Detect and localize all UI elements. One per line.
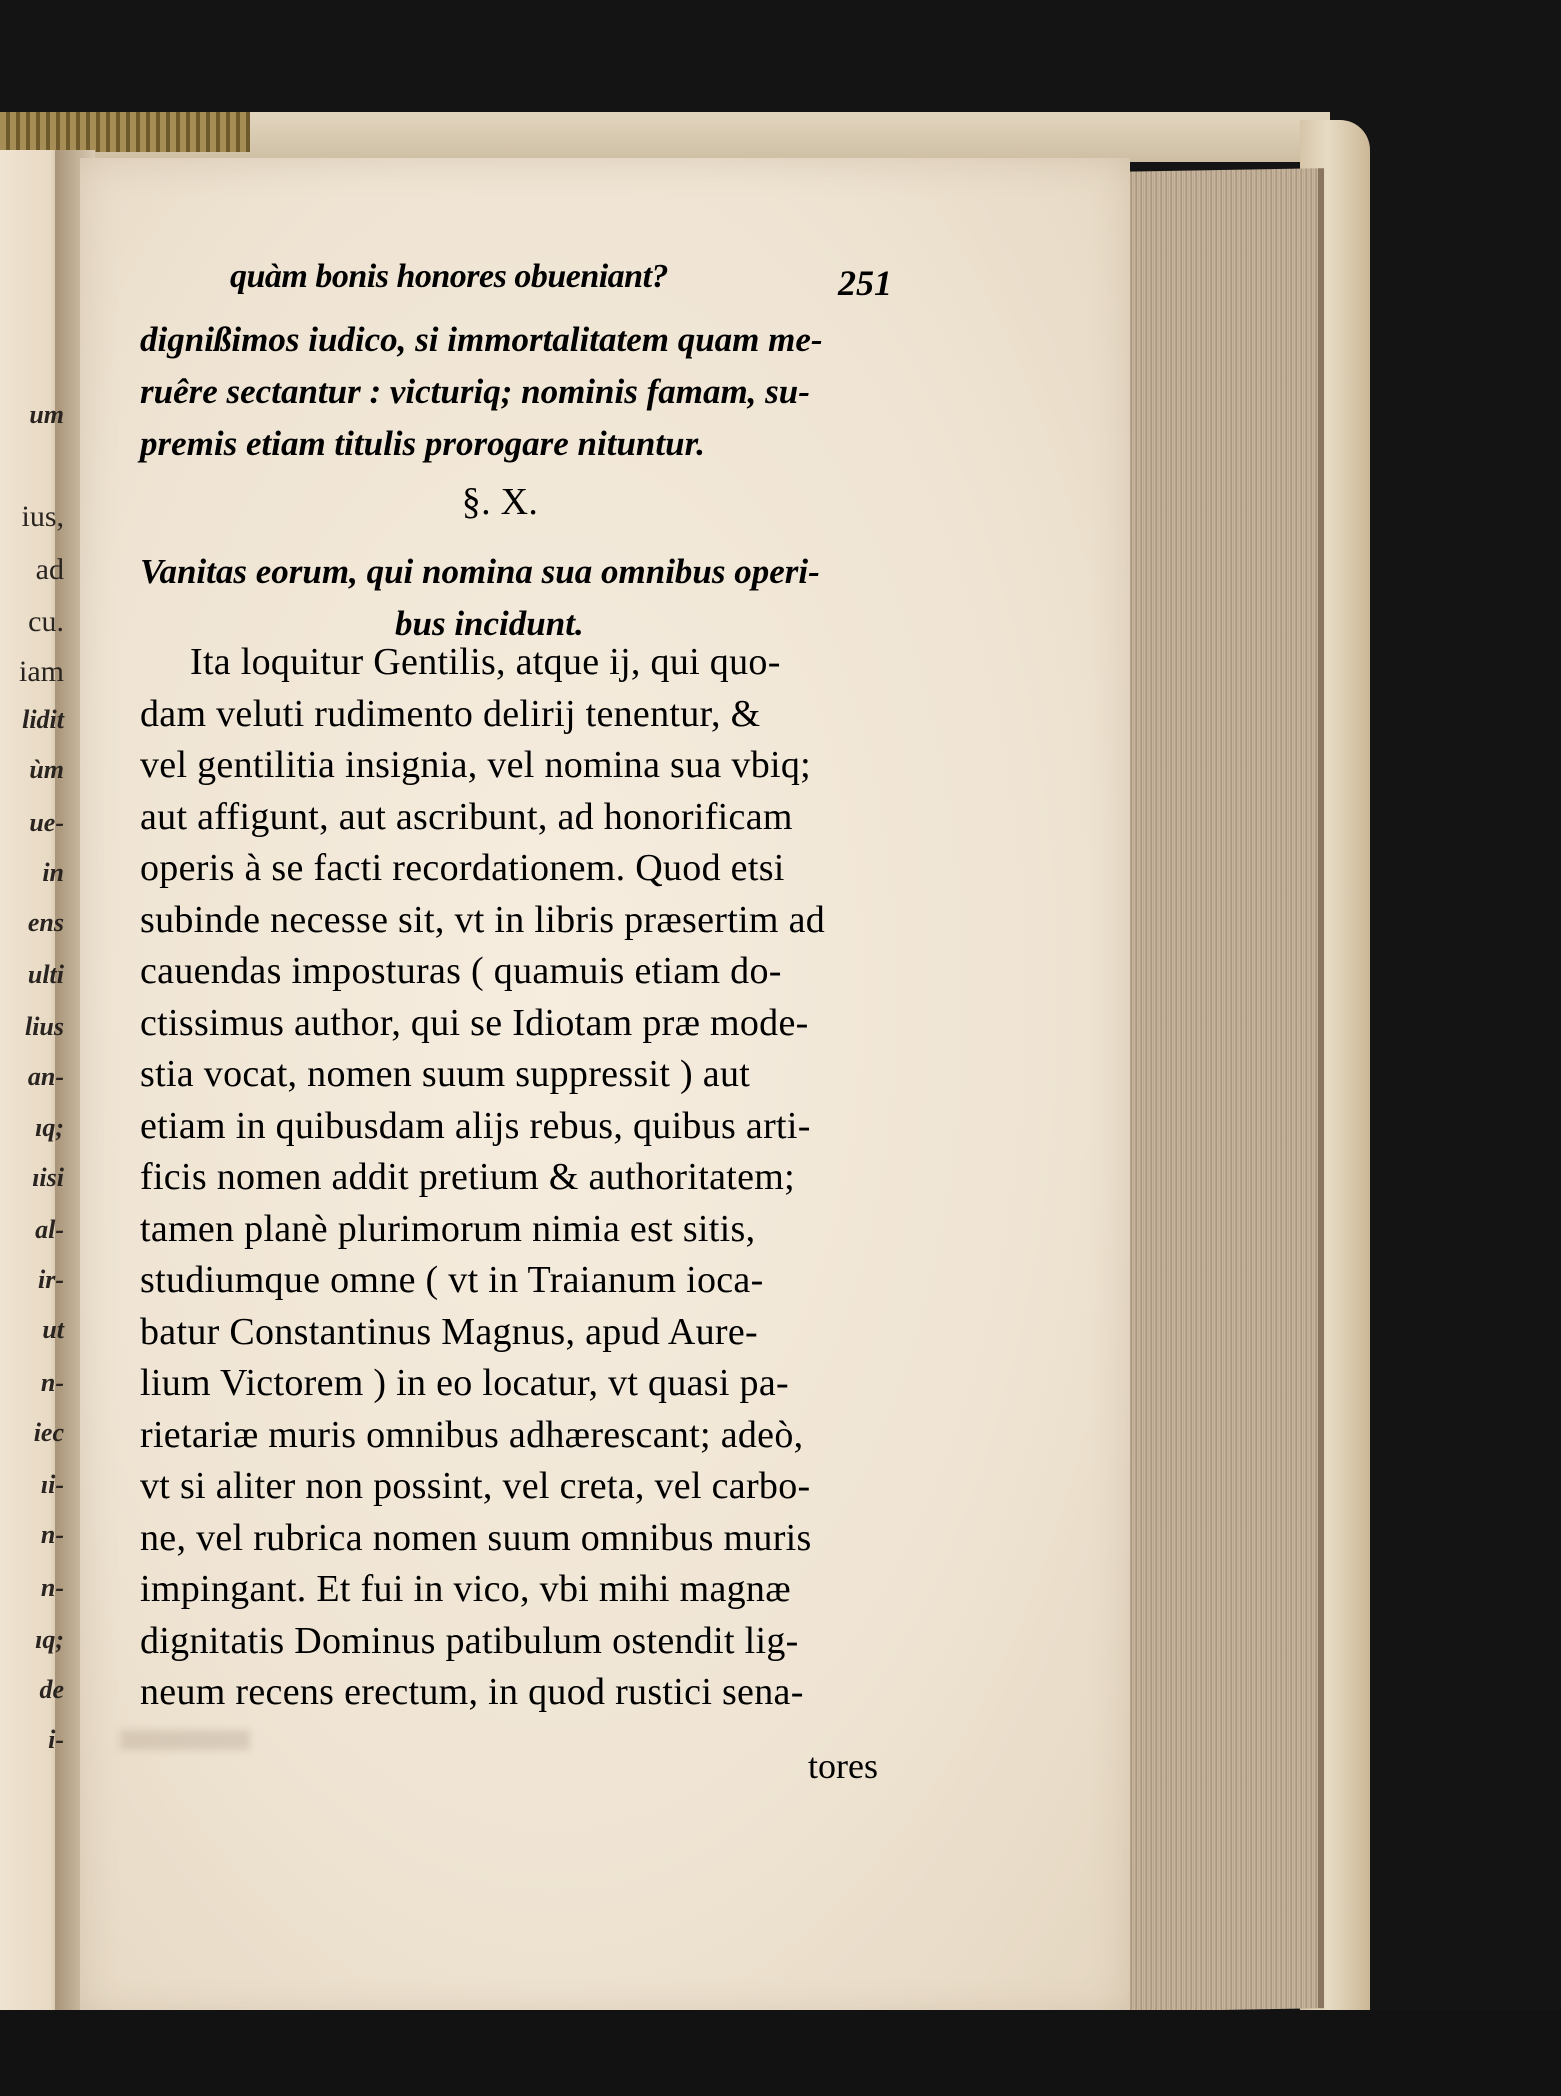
intro-line: ruêre sectantur : victuriq; nominis famam, su- (140, 372, 810, 411)
left-page-fragment: n- (40, 1573, 64, 1602)
left-page-fragment: ıq; (35, 1625, 64, 1654)
ink-smudge (120, 1730, 250, 1750)
section-mark: §. X. (461, 481, 539, 523)
headband (0, 112, 250, 152)
left-page-fragment: ulti (27, 960, 64, 989)
body-line: operis à se facti recordationem. Quod etsi (140, 847, 785, 889)
catchword: tores (808, 1746, 878, 1786)
body-line: tamen planè plurimorum nimia est sitis, (140, 1207, 756, 1250)
left-page-fragment: ıq; (35, 1113, 64, 1142)
left-page-fragment: n- (40, 1520, 64, 1549)
left-page-fragment: i- (48, 1725, 64, 1754)
left-page-fragment: ùm (29, 755, 64, 784)
intro-line: dignißimos iudico, si immortalitatem quam me- (140, 320, 823, 359)
left-page-fragment: in (42, 858, 64, 887)
page-fore-edge (1118, 168, 1324, 2012)
body-line: rietariæ muris omnibus adhærescant; adeò, (140, 1413, 804, 1456)
left-page-fragment: ir- (38, 1265, 64, 1294)
left-page-fragment: ad (35, 553, 64, 586)
section-title-line: Vanitas eorum, qui nomina sua omnibus operi- (140, 552, 820, 591)
left-page-fragment: iam (19, 655, 64, 688)
body-line: studiumque omne ( vt in Traianum ioca- (140, 1259, 764, 1301)
running-head: quàm bonis honores obueniant? (230, 258, 669, 295)
body-line: neum recens erectum, in quod rustici sena- (140, 1671, 804, 1713)
page-number: 251 (838, 263, 892, 303)
body-line: subinde necesse sit, vt in libris præsertim ad (140, 898, 826, 941)
left-page-fragment: an- (27, 1062, 64, 1091)
left-page-fragment: iec (33, 1418, 64, 1447)
bottom-shadow (0, 2010, 1561, 2096)
body-line: dam veluti rudimento delirij tenentur, & (140, 692, 761, 735)
body-line: Ita loquitur Gentilis, atque ij, qui quo- (190, 641, 781, 683)
body-line: vel gentilitia insignia, vel nomina sua vbiq; (140, 744, 812, 786)
left-page-fragment: ius, (21, 500, 64, 533)
body-line: ficis nomen addit pretium & authoritatem; (140, 1156, 795, 1198)
left-page-fragment: de (39, 1675, 64, 1704)
body-line: ne, vel rubrica nomen suum omnibus muris (140, 1516, 812, 1559)
body-line: etiam in quibusdam alijs rebus, quibus arti- (140, 1104, 811, 1147)
left-page-fragment: ens (27, 908, 64, 937)
left-page-fragment: ue- (29, 808, 64, 837)
left-page-fragment: al- (35, 1215, 64, 1244)
section-title-line: bus incidunt. (395, 604, 584, 643)
left-page-fragment: lius (24, 1012, 64, 1041)
left-page-fragment: ut (42, 1315, 64, 1344)
left-page-fragment: lidit (22, 705, 64, 734)
body-line: impingant. Et fui in vico, vbi mihi magnæ (140, 1568, 791, 1610)
body-line: lium Victorem ) in eo locatur, vt quasi pa- (140, 1362, 789, 1404)
left-page-fragment: cu. (28, 605, 64, 638)
intro-line: premis etiam titulis prorogare nituntur. (140, 424, 706, 463)
left-page-fragment: ıisi (32, 1163, 64, 1192)
body-line: dignitatis Dominus patibulum ostendit lig- (140, 1619, 799, 1662)
body-line: aut affigunt, aut ascribunt, ad honorificam (140, 795, 793, 838)
body-line: batur Constantinus Magnus, apud Aure- (140, 1310, 758, 1353)
body-line: ctissimus author, qui se Idiotam præ mode- (140, 1001, 809, 1044)
left-page-fragment: um (29, 400, 64, 429)
left-page-fragment: n- (40, 1368, 64, 1397)
left-page-fragment: ıi- (40, 1470, 64, 1499)
body-line: vt si aliter non possint, vel creta, vel carbo- (140, 1465, 811, 1507)
body-line: stia vocat, nomen suum suppressit ) aut (140, 1053, 751, 1095)
body-line: cauendas imposturas ( quamuis etiam do- (140, 950, 782, 992)
